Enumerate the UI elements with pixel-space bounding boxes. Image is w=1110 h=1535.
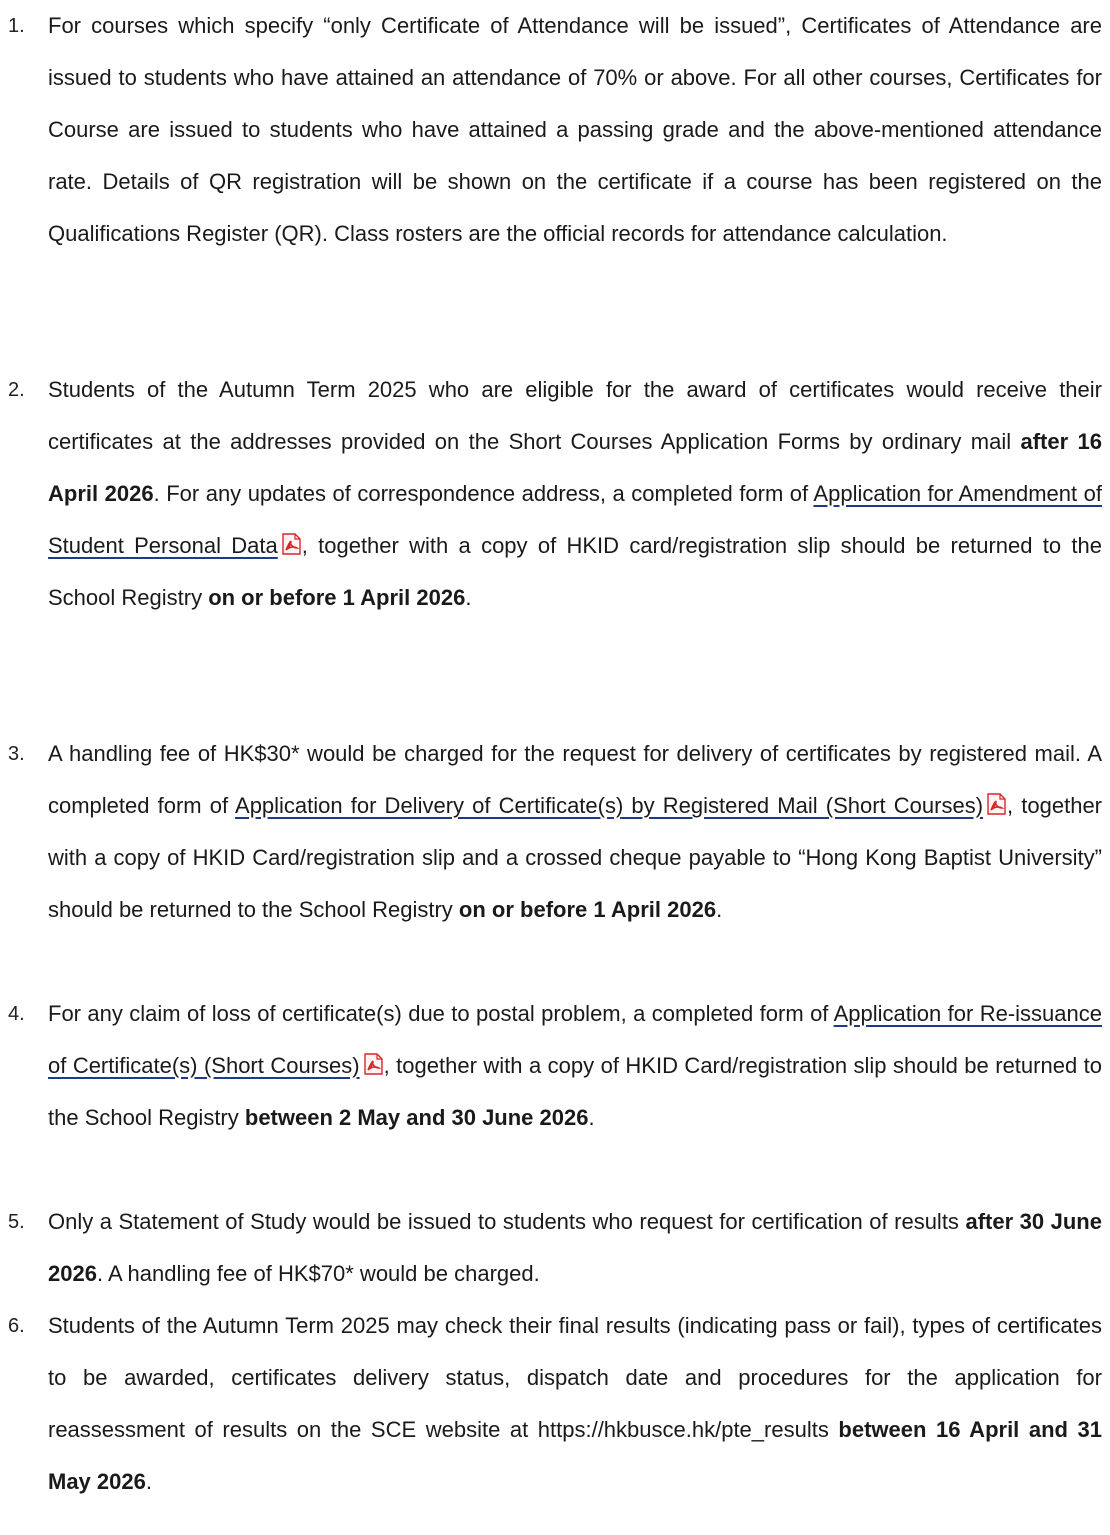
key-date: after 30 June 2026 (48, 1209, 1102, 1286)
pdf-icon[interactable] (362, 1042, 384, 1064)
pdf-icon[interactable] (280, 522, 302, 544)
note-text: For any claim of loss of certificate(s) due to postal problem, a completed form of (48, 1001, 834, 1026)
link-delivery-registered-mail[interactable]: Application for Delivery of Certificate(s) by Registered Mail (Short Courses) (235, 793, 984, 818)
pdf-icon[interactable] (985, 782, 1007, 804)
note-text: . For any updates of correspondence address, a completed form of (153, 481, 814, 506)
note-number: 4. (8, 1003, 25, 1025)
key-date: between 16 April and 31 May 2026 (48, 1417, 1102, 1494)
note-body (48, 0, 1102, 260)
note-body (48, 1300, 1102, 1508)
note-number: 2. (8, 379, 25, 401)
note-text: Students of the Autumn Term 2025 who are eligible for the award of certificates would receive their certificates at the addresses provided on the Short Courses Application Forms by ordinary mail (48, 377, 1102, 454)
key-date: on or before 1 April 2026 (458, 897, 717, 922)
note-text: . (716, 897, 723, 922)
key-date: on or before 1 April 2026 (208, 585, 466, 610)
key-date: after 16 April 2026 (48, 429, 1102, 506)
note-text: , together with a copy of HKID Card/registration slip should be returned to the School Registry (48, 1053, 1102, 1130)
note-number: 5. (8, 1211, 25, 1233)
note-body (48, 1196, 1102, 1300)
note-text: A handling fee of HK$30* would be charged for the request for delivery of certificates by registered mail. A completed form of (48, 741, 1102, 818)
link-amendment-personal-data[interactable]: Application for Amendment of Student Personal Data (48, 481, 1102, 558)
note-body (48, 364, 1102, 624)
note-number: 3. (8, 743, 25, 765)
note-text: Students of the Autumn Term 2025 may check their final results (indicating pass or fail), types of certificates to be awarded, certificates delivery status, dispatch date and procedures for the application for reassessment of results on the SCE website at https://hkbusce.hk/pte_results (48, 1313, 1102, 1442)
note-number: 6. (8, 1315, 25, 1337)
note-body (48, 728, 1102, 936)
note-body (48, 988, 1102, 1144)
note-text: Only a Statement of Study would be issued to students who request for certification of results (48, 1209, 966, 1234)
note-text: . (145, 1469, 152, 1494)
link-reissuance-certificates[interactable]: Application for Re-issuance of Certificate(s) (Short Courses) (48, 1001, 1102, 1078)
note-number: 1. (8, 15, 25, 37)
note-text: . A handling fee of HK$70* would be charged. (96, 1261, 540, 1286)
note-text: , together with a copy of HKID card/registration slip should be returned to the School Registry (48, 533, 1102, 610)
key-date: between 2 May and 30 June 2026 (244, 1105, 589, 1130)
note-text: For courses which specify “only Certificate of Attendance will be issued”, Certificates of Attendance are issued to students who have attained an attendance of 70% or above. For all other courses, Certificates for Course are issued to students who have attained a passing grade and the above-mentioned attendance rate. Details of QR registration will be shown on the certificate if a course has been registered on the Qualifications Register (QR). Class rosters are the official records for attendance calculation. (48, 13, 1102, 246)
note-text: . (588, 1105, 595, 1130)
note-text: , together with a copy of HKID Card/registration slip and a crossed cheque payable to “Hong Kong Baptist University” should be returned to the School Registry (48, 793, 1103, 922)
note-text: . (465, 585, 472, 610)
